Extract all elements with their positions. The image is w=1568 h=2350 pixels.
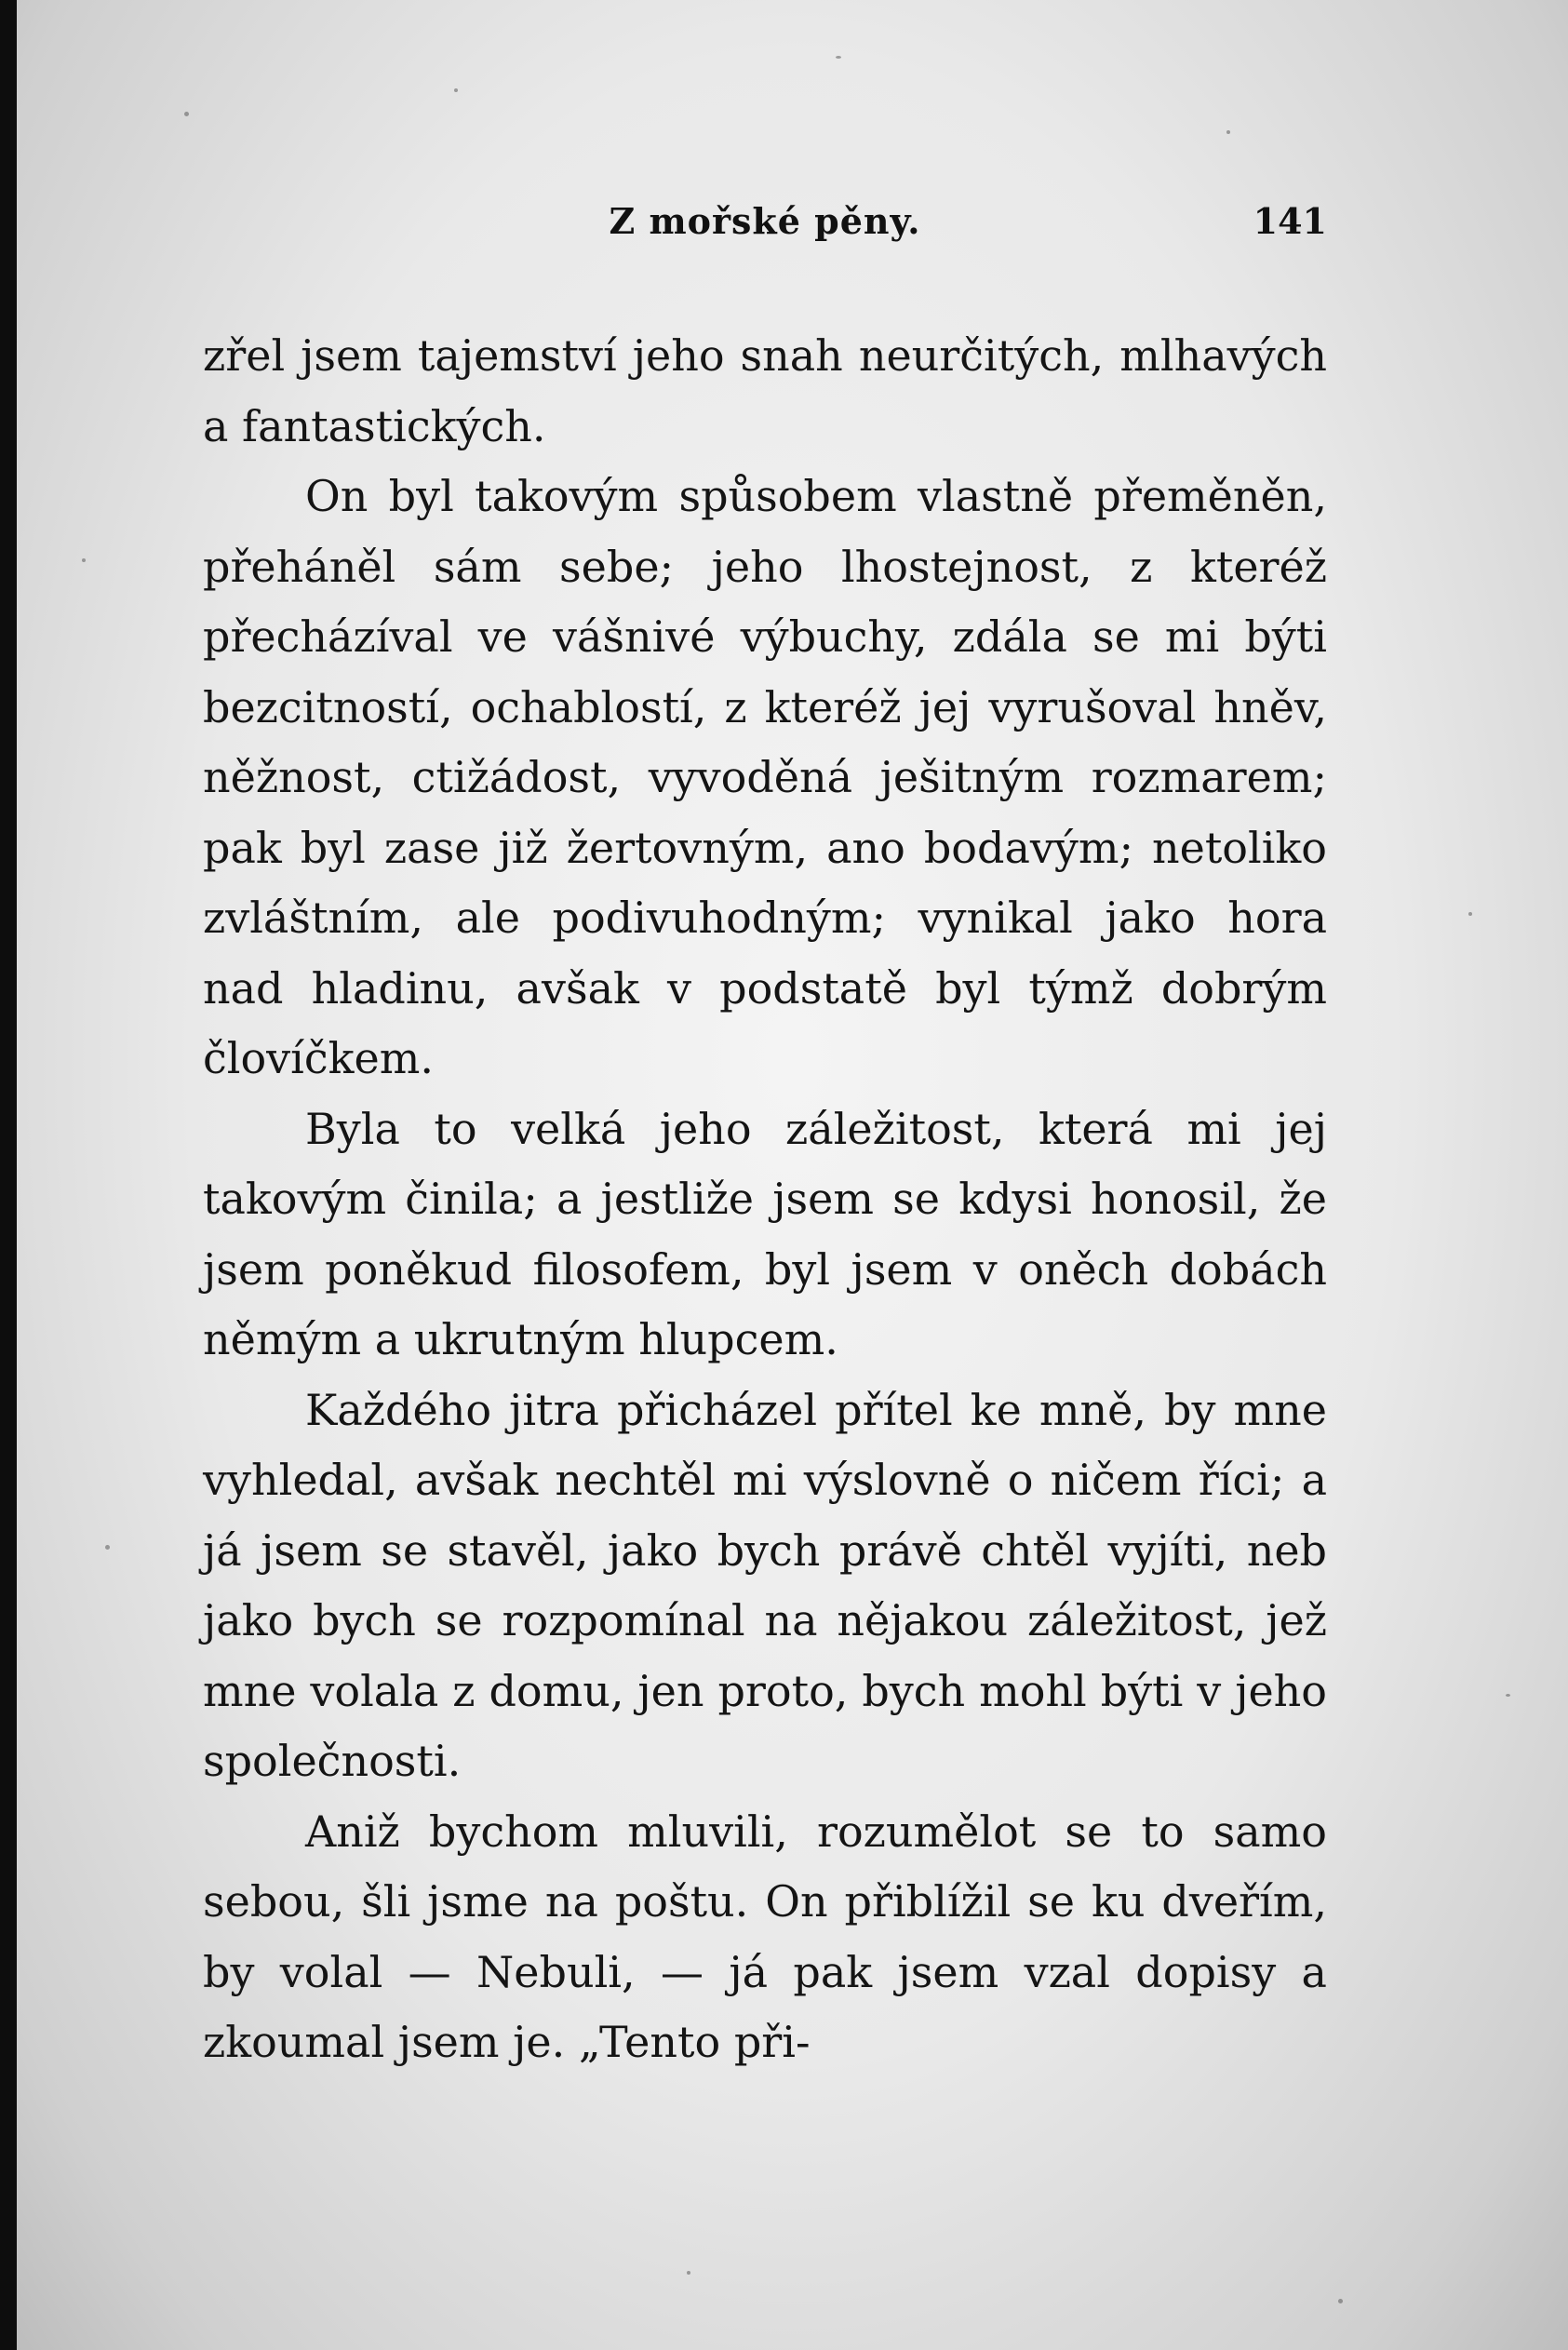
paper-speckle — [1468, 912, 1472, 916]
running-title: Z mořské pěny. — [609, 200, 921, 242]
paper-speckle — [82, 558, 86, 562]
page-header — [203, 200, 1327, 256]
book-spine-shadow — [0, 0, 17, 2350]
paper-speckle — [105, 1545, 110, 1550]
paragraph: Aniž bychom mluvili, rozumělot se to samo sebou, šli jsme na poštu. On přiblížil se ku dveřím, by volal — Nebuli, — já pak jsem vzal dopisy a zkoumal jsem je. „Tento při- — [203, 1806, 1327, 2067]
paper-speckle — [836, 56, 841, 59]
paragraph: zřel jsem tajemství jeho snah neurčitých, mlhavých a fantastických. — [203, 330, 1327, 451]
body-text — [203, 321, 1327, 2078]
paper-speckle — [1226, 130, 1230, 134]
paragraph: Každého jitra přicházel přítel ke mně, by mne vyhledal, avšak nechtěl mi výslovně o ničem říci; a já jsem se stavěl, jako bych právě chtěl vyjíti, neb jako bych se rozpomínal na nějakou záležitost, jež mne volala z domu, jen proto, bych mohl býti v jeho společnosti. — [203, 1384, 1327, 1786]
paper-speckle — [687, 2271, 690, 2275]
paper-speckle — [184, 112, 189, 116]
paragraph: On byl takovým spůsobem vlastně přeměněn, přeháněl sám sebe; jeho lhostejnost, z kteréž přecházíval ve vášnivé výbuchy, zdála se mi býti bezcitností, ochablostí, z kteréž jej vyrušoval hněv, něžnost, ctižádost, vyvoděná ješitným rozmarem; pak byl zase již žertovným, ano bodavým; netoliko zvláštním, ale podivuhodným; vynikal jako hora nad hladinu, avšak v podstatě byl týmž dobrým človíčkem. — [203, 471, 1327, 1083]
paper-speckle — [1338, 2299, 1343, 2303]
paragraph: Byla to velká jeho záležitost, která mi jej takovým činila; a jestliže jsem se kdysi honosil, že jsem poněkud filosofem, byl jsem v oněch dobách němým a ukrutným hlupcem. — [203, 1103, 1327, 1364]
paper-speckle — [454, 88, 458, 92]
page-number: 141 — [1253, 200, 1327, 242]
book-page — [17, 0, 1568, 2350]
paper-speckle — [1506, 1694, 1510, 1697]
